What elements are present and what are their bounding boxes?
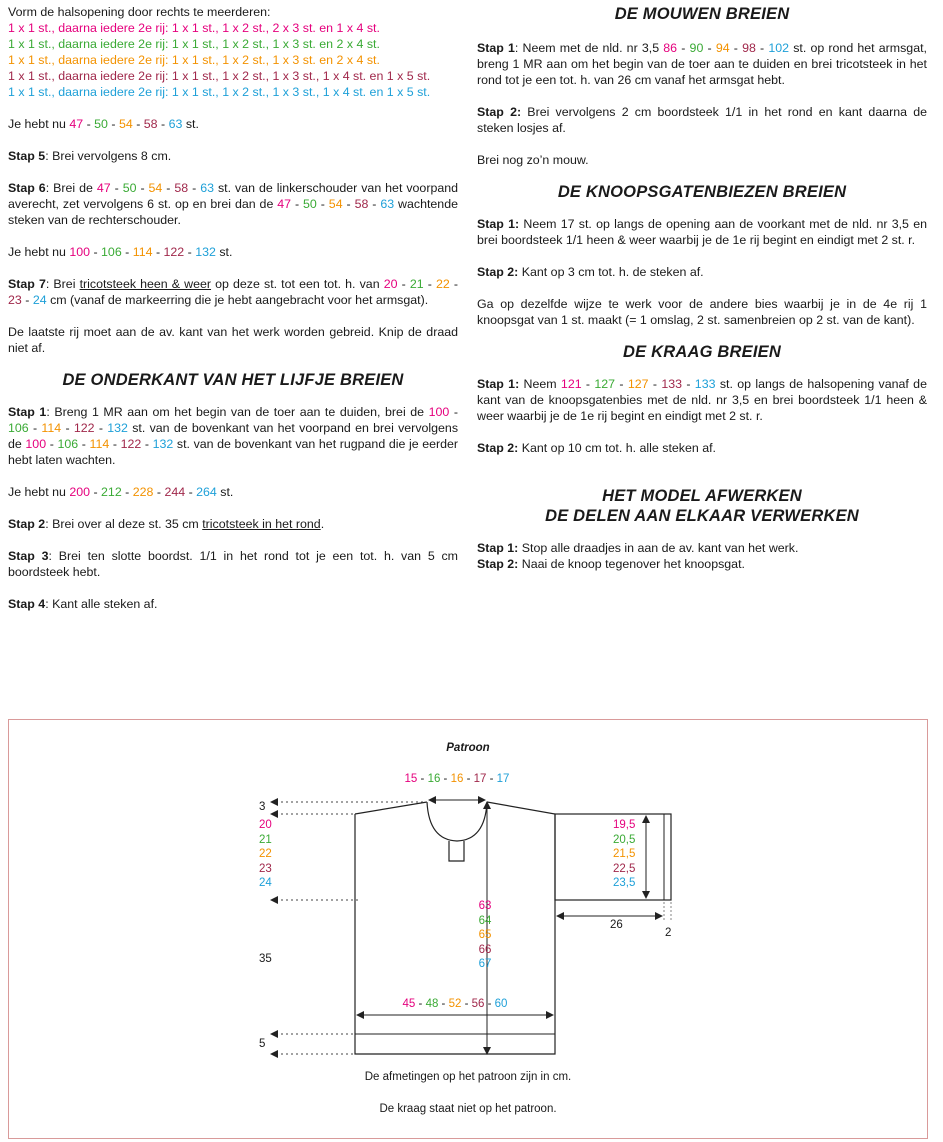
- size-value: 50: [122, 181, 137, 195]
- size-value: 22,5: [613, 862, 636, 875]
- armhole-height-label: [259, 818, 272, 891]
- rib-height-label: 5: [259, 1038, 266, 1050]
- size-value: 132: [195, 245, 216, 259]
- size-value: 54: [118, 117, 133, 131]
- size-value: 106: [101, 245, 122, 259]
- size-value: 60: [494, 998, 508, 1010]
- shoulder-drop-label: 3: [259, 801, 266, 813]
- size-value: 58: [174, 181, 189, 195]
- heading-sleeves: DE MOUWEN BREIEN: [614, 5, 790, 23]
- increase-line-size2: 1 x 1 st., daarna iedere 2e rij: 1 x 1 st., 1 x 2 st., 1 x 3 st. en 2 x 4 st.: [8, 37, 380, 51]
- size-value: 133: [694, 377, 716, 391]
- size-value: 16: [450, 773, 464, 785]
- neck-curve: [427, 802, 487, 841]
- body-outline: [355, 802, 555, 1054]
- neck-intro: Vorm de halsopening door rechts te meerderen:: [8, 5, 271, 19]
- size-value: 228: [132, 485, 154, 499]
- size-value: 54: [148, 181, 163, 195]
- size-value: 122: [163, 245, 185, 259]
- size-value: 20: [259, 819, 272, 831]
- size-value: 19,5: [613, 819, 636, 831]
- size-value: 20: [383, 277, 398, 291]
- increase-line-size3: 1 x 1 st., daarna iedere 2e rij: 1 x 1 st., 1 x 2 st., 1 x 3 st. en 2 x 4 st.: [8, 53, 380, 67]
- band-other: Ga op dezelfde wijze te werk voor de andere bies waarbij je in de 4e rij 1 knoopsgat van 1 st. maakt (= 1 omslag, 2 st. samenbreien op 2 st. van de kant).: [477, 297, 927, 327]
- size-value: 17: [496, 773, 510, 785]
- size-value: 66: [478, 943, 492, 956]
- finish-step-2: Stap 2: Naai de knoop tegenover het knoopsgat.: [477, 557, 745, 571]
- size-value: 58: [143, 117, 158, 131]
- size-value: 47: [69, 117, 84, 131]
- size-value: 100: [25, 437, 47, 451]
- size-value: 20,5: [613, 833, 636, 846]
- heading-finish-2: DE DELEN AAN ELKAAR VERWERKEN: [545, 507, 859, 525]
- size-value: 24: [259, 877, 272, 889]
- size-value: 21: [259, 833, 272, 846]
- size-value: 65: [478, 929, 492, 941]
- pattern-note-2: De kraag staat niet op het patroon.: [379, 1103, 557, 1115]
- size-value: 17: [473, 773, 487, 785]
- total-length-label: [469, 899, 501, 972]
- size-value: 132: [107, 421, 128, 435]
- sleeve-width-label: [613, 818, 635, 891]
- size-value: 94: [715, 41, 730, 55]
- stitch-count-2: Je hebt nu 100 - 106 - 114 - 122 - 132 st.: [8, 245, 233, 259]
- size-value: 64: [478, 914, 492, 927]
- pattern-note-1: De afmetingen op het patroon zijn in cm.: [364, 1071, 572, 1083]
- sleeve-length-label: 26: [610, 919, 623, 931]
- band-step-2: Stap 2: Kant op 3 cm tot. h. de steken af.: [477, 265, 704, 279]
- width-label: 45 - 48 - 52 - 56 - 60: [402, 998, 508, 1010]
- size-value: 114: [41, 421, 62, 435]
- body-step-2: Stap 2: Brei over al deze st. 35 cm tricotsteek in het rond.: [8, 517, 325, 531]
- size-value: 56: [471, 998, 485, 1010]
- increase-line-size1: 1 x 1 st., daarna iedere 2e rij: 1 x 1 st., 1 x 2 st., 2 x 3 st. en 1 x 4 st.: [8, 21, 380, 35]
- size-value: 50: [94, 117, 108, 131]
- size-value: 22: [435, 277, 450, 291]
- size-value: 212: [101, 485, 122, 499]
- finish-step-1: Stap 1: Stop alle draadjes in aan de av. kant van het werk.: [477, 541, 799, 555]
- pattern-box: [8, 719, 928, 1139]
- increase-line-size5: 1 x 1 st., daarna iedere 2e rij: 1 x 1 st., 1 x 2 st., 1 x 3 st., 1 x 4 st. en 1 x 5 st.: [8, 85, 431, 99]
- size-value: 48: [425, 998, 439, 1010]
- band-step-1: Stap 1: Neem 17 st. op langs de opening aan de voorkant met de nld. nr 3,5 en brei boordsteek 1/1 heen & weer waarbij je de 1e rij begint en eindigt met 2 st. r.: [477, 217, 927, 247]
- heading-body: DE ONDERKANT VAN HET LIJFJE BREIEN: [62, 371, 404, 389]
- size-value: 15: [404, 773, 418, 785]
- stitch-count-3: Je hebt nu 200 - 212 - 228 - 244 - 264 st.: [8, 485, 234, 499]
- right-column: [477, 4, 927, 572]
- size-value: 23,5: [613, 877, 636, 889]
- pattern-title: Patroon: [446, 742, 490, 754]
- size-value: 132: [152, 437, 174, 451]
- collar-step-2: Stap 2: Kant op 10 cm tot. h. alle steken af.: [477, 441, 716, 455]
- size-value: 23: [8, 293, 22, 307]
- size-value: 244: [164, 485, 186, 499]
- body-step-4: Stap 4: Kant alle steken af.: [8, 597, 158, 611]
- size-value: 100: [428, 405, 450, 419]
- size-value: 106: [57, 437, 79, 451]
- size-value: 16: [427, 773, 441, 785]
- body-step-1: Stap 1: Breng 1 MR aan om het begin van de toer aan te duiden, brei de 100 - 106 - 114 - 122 - 132 st. van de bovenkant van het voorpand en brei vervolgens de 100 - 106 - 114 - 122 - 132 st. van de bovenkant van het rugpand die je eerder hebt laten wachten.: [8, 405, 459, 467]
- left-column: [8, 4, 458, 628]
- size-value: 200: [69, 485, 91, 499]
- size-value: 52: [448, 998, 462, 1010]
- size-value: 47: [277, 197, 292, 211]
- size-value: 24: [32, 293, 47, 307]
- step-5: Stap 5: Brei vervolgens 8 cm.: [8, 149, 172, 163]
- size-value: 100: [69, 245, 91, 259]
- size-value: 121: [560, 377, 582, 391]
- cuff-label: 2: [665, 927, 672, 939]
- size-value: 63: [380, 197, 395, 211]
- size-value: 127: [594, 377, 616, 391]
- size-value: 122: [73, 421, 95, 435]
- size-value: 127: [627, 377, 649, 391]
- sleeve-step-2: Stap 2: Brei vervolgens 2 cm boordsteek 1/1 in het rond en kant daarna de steken losjes af.: [477, 105, 927, 135]
- heading-bands: DE KNOOPSGATENBIEZEN BREIEN: [557, 183, 847, 201]
- size-value: 98: [742, 41, 756, 55]
- size-value: 63: [168, 117, 183, 131]
- step-6: Stap 6: Brei de 47 - 50 - 54 - 58 - 63 st. van de linkerschouder van het voorpand averecht, zet vervolgens 6 st. op en brei dan de 47 - 50 - 54 - 58 - 63 wachtende steken van de rechterschouder.: [8, 181, 459, 227]
- size-value: 45: [402, 998, 416, 1010]
- size-value: 50: [303, 197, 317, 211]
- size-value: 54: [328, 197, 343, 211]
- another-sleeve: Brei nog zo’n mouw.: [477, 153, 589, 167]
- size-value: 86: [663, 41, 678, 55]
- body-step-3: Stap 3: Brei ten slotte boordst. 1/1 in het rond tot je een tot. h. van 5 cm boordsteek hebt.: [8, 549, 459, 579]
- size-value: 122: [120, 437, 142, 451]
- size-value: 90: [689, 41, 704, 55]
- size-value: 21,5: [613, 848, 636, 860]
- step-7: Stap 7: Brei tricotsteek heen & weer op deze st. tot een tot. h. van 20 - 21 - 22 - 23 - 24 cm (vanaf de markeerring die je hebt aangebracht voor het armsgat).: [8, 277, 459, 307]
- size-value: 47: [96, 181, 111, 195]
- size-value: 22: [259, 848, 272, 860]
- size-value: 58: [354, 197, 369, 211]
- placket: [449, 841, 464, 861]
- sleeve-step-1: Stap 1: Neem met de nld. nr 3,5 86 - 90 - 94 - 98 - 102 st. op rond het armsgat, breng 1 MR aan om het begin van de toer aan te duiden en brei tricotsteek in het rond tot je een tot. h. van 26 cm vanaf het armsgat hebt.: [477, 41, 927, 87]
- size-value: 114: [89, 437, 110, 451]
- size-value: 114: [132, 245, 153, 259]
- collar-step-1: Stap 1: Neem 121 - 127 - 127 - 133 - 133 st. op langs de halsopening vanaf de kant van de knoopsgatenbies met de nld. nr 3,5 en brei boordsteek 1/1 heen & weer waarbij je de 1e rij begint en eindigt met 2 st. r.: [477, 377, 927, 423]
- size-value: 23: [259, 862, 272, 875]
- size-value: 21: [409, 277, 424, 291]
- last-row-note: De laatste rij moet aan de av. kant van het werk worden gebreid. Knip de draad niet af.: [8, 325, 458, 355]
- size-value: 106: [8, 421, 29, 435]
- stitch-count-1: Je hebt nu 47 - 50 - 54 - 58 - 63 st.: [8, 117, 199, 131]
- increase-lines: [8, 20, 458, 100]
- increase-line-size4: 1 x 1 st., daarna iedere 2e rij: 1 x 1 st., 1 x 2 st., 1 x 3 st., 1 x 4 st. en 1 x 5 st.: [8, 69, 431, 83]
- size-value: 102: [768, 41, 790, 55]
- size-value: 63: [478, 900, 492, 912]
- neck-width-label: 15 - 16 - 16 - 17 - 17: [404, 773, 510, 785]
- heading-collar: DE KRAAG BREIEN: [623, 343, 781, 361]
- size-value: 264: [196, 485, 217, 499]
- size-value: 67: [478, 958, 492, 970]
- size-value: 63: [200, 181, 215, 195]
- body-height-label: 35: [259, 953, 272, 965]
- size-value: 133: [661, 377, 683, 391]
- heading-finish-1: HET MODEL AFWERKEN: [602, 487, 802, 505]
